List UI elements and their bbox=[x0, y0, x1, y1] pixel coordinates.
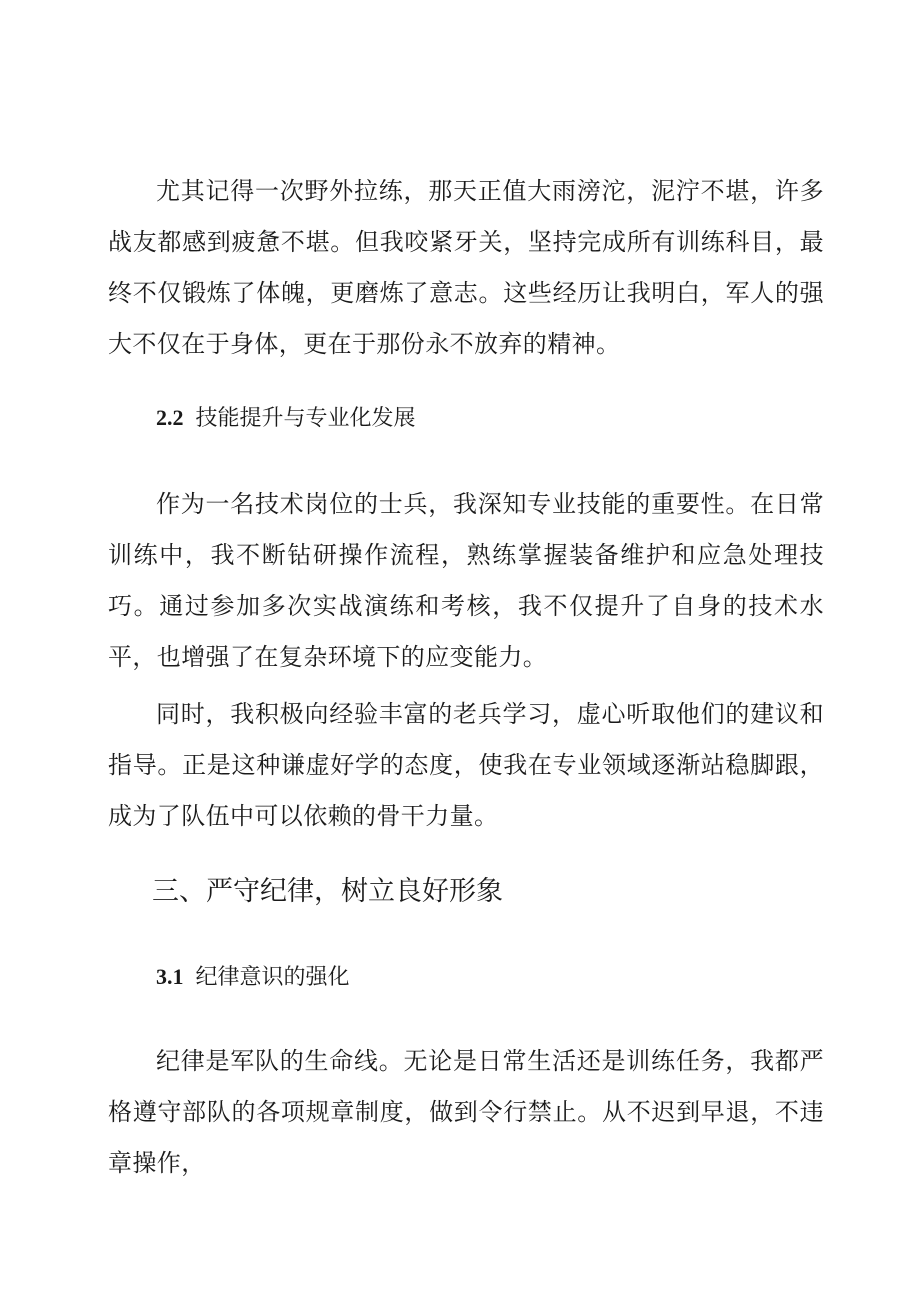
subsection-heading-3-1 bbox=[156, 961, 350, 994]
body-paragraph: 同时，我积极向经验丰富的老兵学习，虚心听取他们的建议和指导。正是这种谦虚好学的态度，使我在专业领域逐渐站稳脚跟，成为了队伍中可以依赖的骨干力量。 bbox=[108, 700, 824, 830]
subsection-heading-2-2 bbox=[156, 402, 416, 435]
subsection-number: 3.1 bbox=[156, 964, 184, 989]
subsection-title: 技能提升与专业化发展 bbox=[195, 406, 416, 431]
body-paragraph: 纪律是军队的生命线。无论是日常生活还是训练任务，我都严格遵守部队的各项规章制度，做到令行禁止。从不迟到早退，不违章操作， bbox=[108, 1047, 824, 1177]
section-heading-3: 三、严守纪律，树立良好形象 bbox=[152, 876, 503, 907]
body-paragraph: 作为一名技术岗位的士兵，我深知专业技能的重要性。在日常训练中，我不断钻研操作流程，熟练掌握装备维护和应急处理技巧。通过参加多次实战演练和考核，我不仅提升了自身的技术水平，也增强了在复杂环境下的应变能力。 bbox=[108, 490, 824, 671]
body-paragraph: 尤其记得一次野外拉练，那天正值大雨滂沱，泥泞不堪，许多战友都感到疲惫不堪。但我咬紧牙关，坚持完成所有训练科目，最终不仅锻炼了体魄，更磨炼了意志。这些经历让我明白，军人的强大不仅在于身体，更在于那份永不放弃的精神。 bbox=[108, 177, 824, 358]
subsection-number: 2.2 bbox=[156, 405, 184, 430]
subsection-title: 纪律意识的强化 bbox=[195, 965, 350, 990]
